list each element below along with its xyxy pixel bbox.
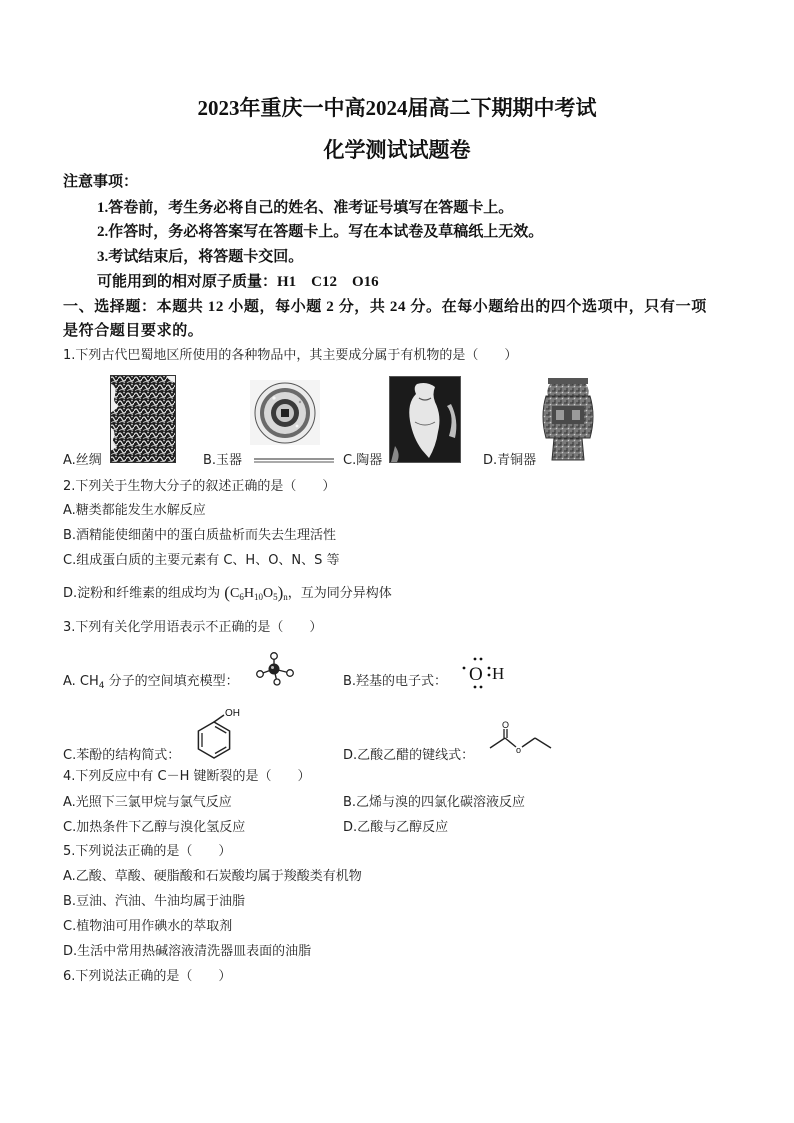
formula-o: O — [262, 586, 274, 601]
q2-option-d-suffix: ，互为同分异构体 — [287, 586, 392, 601]
notice-item: 1.答卷前，考生务必将自己的姓名、准考证号填写在答题卡上。 — [97, 200, 514, 216]
silk-image — [110, 375, 176, 463]
hydroxyl-oxygen: O — [469, 664, 483, 685]
bronze-image — [540, 376, 596, 462]
jade-image — [250, 380, 320, 445]
formula-h-sub: 10 — [253, 592, 263, 602]
q5-option-b: B.豆油、汽油、牛油均属于油脂 — [63, 894, 246, 909]
ester-bridge-oxygen: o — [516, 745, 522, 755]
formula-c: C — [229, 586, 240, 601]
notice-item: 3.考试结束后，将答题卡交回。 — [97, 249, 304, 265]
q1-option-b: B.玉器 — [203, 453, 243, 468]
starch-formula — [224, 583, 288, 602]
q2-option-d-prefix: D.淀粉和纤维素的组成均为 — [63, 586, 221, 601]
formula-paren-open: ( — [224, 583, 230, 602]
q2-option-c: C.组成蛋白质的主要元素有 C、H、O、N、S 等 — [63, 553, 340, 568]
formula-paren-close: ) — [277, 583, 284, 602]
section-heading-line2: 是符合题目要求的。 — [63, 323, 204, 339]
q3-option-c: C.苯酚的结构简式： — [63, 748, 181, 763]
q3-option-a-suffix: 分子的空间填充模型： — [104, 674, 239, 689]
question-6-stem: 6.下列说法正确的是（ ） — [63, 969, 232, 984]
notice-item: 2.作答时，务必将答案写在答题卡上。写在本试卷及草稿纸上无效。 — [97, 224, 544, 240]
q1-option-a: A.丝绸 — [63, 453, 102, 468]
q4-option-d: D.乙酸与乙醇反应 — [343, 820, 449, 835]
q1-option-d: D.青铜器 — [483, 453, 537, 468]
hydroxyl-hydrogen: H — [492, 664, 505, 683]
exam-subtitle: 化学测试试题卷 — [323, 138, 471, 162]
formula-o-sub: 5 — [273, 592, 278, 602]
ester-skeletal-formula — [488, 720, 554, 762]
q4-option-c: C.加热条件下乙醇与溴化氢反应 — [63, 820, 246, 835]
question-1-stem: 1.下列古代巴蜀地区所使用的各种物品中，其主要成分属于有机物的是（ ） — [63, 348, 518, 363]
q2-option-d — [63, 585, 392, 602]
question-4-stem: 4.下列反应中有 C－H 键断裂的是（ ） — [63, 769, 311, 784]
question-3-stem: 3.下列有关化学用语表示不正确的是（ ） — [63, 620, 323, 635]
atomic-masses: 可能用到的相对原子质量：H1 C12 O16 — [97, 274, 379, 290]
jade-stick-image — [253, 457, 335, 464]
exam-title: 2023年重庆一中高2024届高二下期期中考试 — [197, 96, 597, 120]
q4-option-a: A.光照下三氯甲烷与氯气反应 — [63, 795, 232, 810]
q3-option-a-prefix: A. CH — [63, 674, 99, 689]
ester-carbonyl-oxygen: O — [502, 720, 510, 730]
question-5-stem: 5.下列说法正确的是（ ） — [63, 844, 232, 859]
hydroxyl-electron-formula — [458, 653, 506, 691]
q3-option-d: D.乙酸乙醋的键线式： — [343, 748, 475, 763]
phenol-structure-image — [188, 704, 250, 764]
notice-heading: 注意事项： — [63, 174, 139, 190]
formula-h: H — [243, 586, 254, 601]
question-2-stem: 2.下列关于生物大分子的叙述正确的是（ ） — [63, 479, 336, 494]
q5-option-a: A.乙酸、草酸、硬脂酸和石炭酸均属于羧酸类有机物 — [63, 869, 362, 884]
section-heading-line1: 一、选择题：本题共 12 小题，每小题 2 分，共 24 分。在每小题给出的四个选项中，只有一项 — [63, 299, 707, 315]
q3-option-b: B.羟基的电子式： — [343, 674, 448, 689]
q5-option-c: C.植物油可用作碘水的萃取剂 — [63, 919, 233, 934]
q1-option-c: C.陶器 — [343, 453, 383, 468]
q2-option-a: A.糖类都能发生水解反应 — [63, 503, 206, 518]
q2-option-b: B.酒精能使细菌中的蛋白质盐析而失去生理活性 — [63, 528, 337, 543]
pottery-image — [389, 376, 461, 463]
phenol-hydroxyl-label: OH — [225, 708, 240, 719]
q5-option-d: D.生活中常用热碱溶液清洗器皿表面的油脂 — [63, 944, 312, 959]
q3-option-a — [63, 674, 239, 690]
q4-option-b: B.乙烯与溴的四氯化碳溶液反应 — [343, 795, 526, 810]
formula-n-sub: n — [283, 592, 288, 602]
methane-model-image — [255, 652, 297, 686]
q3-option-a-sub: 4 — [98, 681, 105, 691]
formula-c-sub: 6 — [239, 592, 244, 602]
